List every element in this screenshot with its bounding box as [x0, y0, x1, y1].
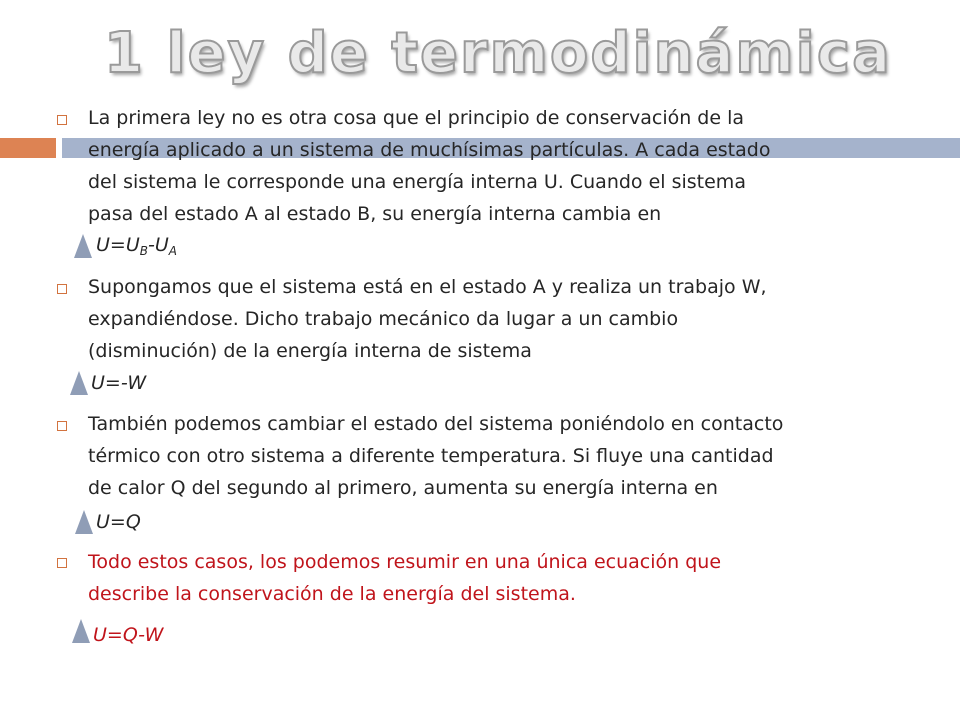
bullet-4-line: describe la conservación de la energía del sistema. [88, 583, 576, 605]
bullet-square-icon [57, 558, 67, 568]
slide-title: 1 ley de termodinámica [104, 21, 892, 86]
bullet-3-formula: U=Q [96, 511, 141, 533]
bullet-2-line: expandiéndose. Dicho trabajo mecánico da lugar a un cambio [88, 308, 679, 330]
bullet-1-formula [96, 229, 177, 267]
formula-part: -U [147, 234, 169, 256]
bullet-2-text [88, 271, 868, 367]
formula-subscript: B [139, 244, 148, 258]
delta-icon [73, 233, 93, 259]
delta-icon [69, 370, 89, 396]
bullet-square-icon [57, 115, 67, 125]
bullet-4-line: Todo estos casos, los podemos resumir en una única ecuación que [88, 551, 722, 573]
bullet-3-text [88, 408, 868, 504]
bullet-square-icon [57, 284, 67, 294]
bullet-2-line: (disminución) de la energía interna de sistema [88, 340, 532, 362]
formula-subscript: A [168, 244, 177, 258]
bullet-3-line: También podemos cambiar el estado del sistema poniéndolo en contacto [88, 413, 784, 435]
bullet-1-line: La primera ley no es otra cosa que el principio de conservación de la [88, 107, 745, 129]
bullet-1-line: del sistema le corresponde una energía interna U. Cuando el sistema [88, 171, 746, 193]
bullet-4-formula: U=Q-W [93, 624, 164, 646]
bullet-2-formula: U=-W [91, 372, 147, 394]
bullet-1-line: pasa del estado A al estado B, su energía interna cambia en [88, 203, 662, 225]
bullet-1-text [88, 102, 868, 230]
formula-part: U=U [96, 234, 140, 256]
delta-icon [71, 618, 91, 644]
bullet-2-line: Supongamos que el sistema está en el estado A y realiza un trabajo W, [88, 276, 767, 298]
bullet-square-icon [57, 421, 67, 431]
bullet-4-text [88, 546, 868, 610]
bullet-3-line: de calor Q del segundo al primero, aumenta su energía interna en [88, 477, 718, 499]
bullet-3-line: térmico con otro sistema a diferente temperatura. Si fluye una cantidad [88, 445, 774, 467]
bullet-1-line: energía aplicado a un sistema de muchísimas partículas. A cada estado [88, 139, 771, 161]
delta-icon [74, 509, 94, 535]
